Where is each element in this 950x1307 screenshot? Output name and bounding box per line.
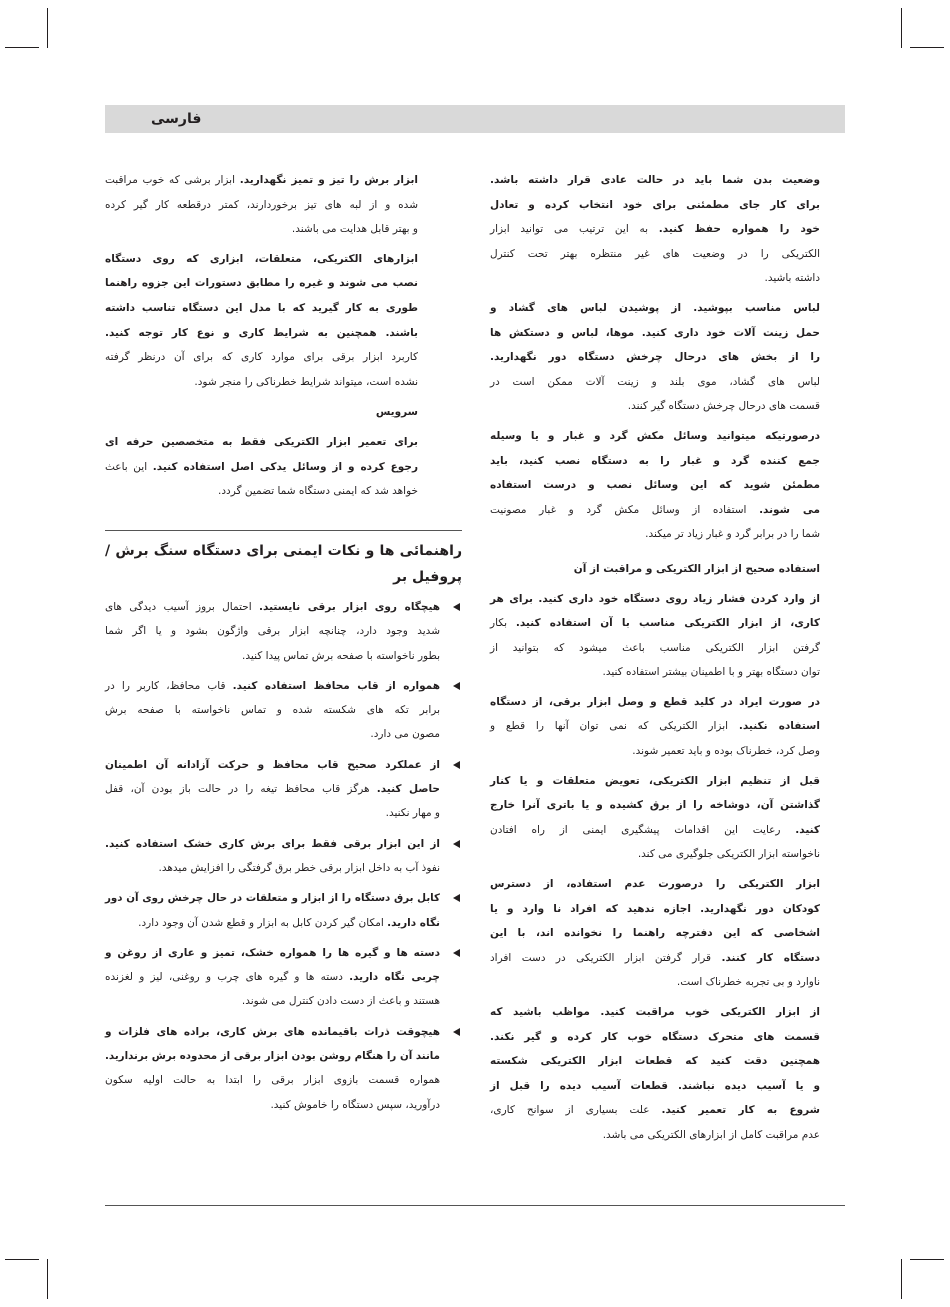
paragraph [105, 430, 418, 504]
text-line [490, 193, 820, 218]
text-line [105, 856, 440, 880]
text-line [105, 911, 440, 935]
bullet-item [105, 674, 462, 747]
text-line [105, 247, 418, 272]
text-line [490, 587, 820, 612]
crop-mark [910, 47, 944, 48]
bold-text: از ابزار الکتریکی خوب مراقبت کنید. مواظب باشید که [490, 1006, 820, 1018]
body-text: و بهتر قابل هدایت می باشند. [291, 223, 418, 236]
paragraph [105, 168, 418, 242]
bold-text: مانند آن را هنگام روشن بودن ابزار برقی از محدوده برش برندارید. [105, 1050, 440, 1063]
body-text: توان دستگاه بهتر و با اطمینان بیشتر استفاده کنید. [602, 666, 820, 679]
triangle-bullet-icon [453, 840, 460, 848]
bold-text: از عملکرد صحیح قاب محافظ و حرکت آزادانه آن اطمینان [105, 758, 440, 771]
paragraph [490, 587, 820, 685]
body-text: مصون می دارد. [370, 728, 440, 741]
text-line [105, 345, 418, 370]
bold-text: پروفیل بر [393, 569, 462, 585]
body-text: شدید وجود دارد، چنانچه ابزار برقی واژگون بشود و یا اگر شما [105, 625, 440, 638]
left-text-column [105, 168, 418, 504]
bullet-item [105, 595, 462, 668]
text-line [105, 168, 418, 193]
text-line [105, 321, 418, 346]
section-heading: سرویس [375, 406, 418, 419]
body-text: استفاده از وسائل مکش گرد و غبار مصونیت [490, 503, 747, 516]
bold-text: در صورت ایراد در کلید قطع و وصل ابزار برقی، از دستگاه [490, 695, 820, 708]
body-text: همواره قسمت بازوی ابزار برقی را ابتدا به حالت اولیه سکون [105, 1074, 440, 1087]
bullet-text [105, 886, 440, 935]
bold-text: مطمئن شوید که این وسائل نصب و درست استفاده [490, 479, 820, 492]
bold-text: چربی نگاه دارید. [349, 971, 440, 984]
triangle-bullet-icon [453, 949, 460, 957]
bold-text: از این ابزار برقی فقط برای برش کاری خشک استفاده کنید. [105, 837, 440, 850]
paragraph [490, 1000, 820, 1148]
bold-text: وضعیت بدن شما باید در حالت عادی قرار داشته باشد. [490, 174, 820, 186]
body-text: قاب محافظ، کاربر را در [105, 679, 226, 692]
bold-text: گذاشتن آن، دوشاخه را از برق کشیده و یا باتری آنرا خارج [490, 799, 820, 812]
bullet-item [105, 886, 462, 935]
language-label: فارسی [151, 111, 202, 127]
footer-rule [105, 1205, 845, 1206]
triangle-bullet-icon [453, 761, 460, 769]
text-line [490, 1025, 820, 1050]
bold-text: لباس مناسب بپوشید. از پوشیدن لباس های گشاد و [490, 301, 820, 314]
bullet-text [105, 595, 440, 668]
body-text: امکان گیر کردن کابل به ابزار و قطع شدن آن وجود دارد. [138, 916, 384, 929]
bold-text: کودکان دور نگهدارید. اجازه ندهید که افراد نا وارد و یا [490, 902, 820, 915]
bold-text: برای کار جای مطمئنی برای خود انتخاب کرده و تعادل [490, 198, 820, 211]
crop-mark [901, 8, 902, 48]
bold-text: حمل زینت آلات خود داری کنید. موها، لباس و دستکش ها [490, 326, 820, 339]
text-line [105, 564, 462, 590]
body-text: گرفتن ابزار الکتریکی مناسب باعث میشود که بتوانید از [490, 641, 820, 654]
text-line [105, 832, 440, 856]
text-line [490, 321, 820, 346]
bold-text: از وارد کردن فشار زیاد روی دستگاه خود داری کنید. برای هر [490, 592, 820, 605]
text-line [105, 722, 440, 746]
body-text: نشده است، میتواند شرایط خطرناکی را منجر شود. [194, 375, 418, 388]
body-text: درآورید، سپس دستگاه را خاموش کنید. [270, 1098, 440, 1111]
text-line [105, 1093, 440, 1117]
body-text: هرگز قاب محافظ تیغه را در حالت باز بودن آن، قفل [105, 783, 370, 796]
body-text: بکار [490, 617, 507, 630]
bold-text: و یا آسیب دیده نباشند. قطعات آسیب دیده را قبل از [490, 1079, 820, 1092]
paragraph [490, 424, 820, 547]
crop-mark [910, 1259, 944, 1260]
body-text: رعایت این اقدامات پیشگیری ایمنی از راه افتادن [490, 823, 781, 836]
body-text: ابزار الکتریکی که نمی توان آنها را قطع و [490, 720, 729, 733]
text-line [490, 842, 820, 867]
text-line [490, 636, 820, 661]
text-line [105, 698, 440, 722]
paragraph [490, 296, 820, 419]
body-text: بطور ناخواسته با صفحه برش تماس پیدا کنید. [242, 649, 440, 662]
bold-text: کابل برق دستگاه را از ابزار و متعلقات در حال چرخش روی آن دور [105, 892, 440, 905]
paragraph [490, 168, 820, 291]
text-line [490, 370, 820, 395]
bold-text: ابزارهای الکتریکی، متعلقات، ابزاری که روی دستگاه [105, 252, 418, 265]
body-text: این باعث [105, 460, 148, 473]
text-line [490, 168, 820, 193]
bold-text: باشند. همچنین به شرایط کاری و نوع کار توجه کنید. [105, 326, 418, 339]
text-line [105, 886, 440, 910]
paragraph [490, 872, 820, 995]
text-line [105, 801, 440, 825]
bullet-item [105, 941, 462, 1014]
text-line [490, 345, 820, 370]
text-line [105, 619, 440, 643]
body-text: الکتریکی را در وضعیت های غیر منتظره بهتر تحت کنترل [490, 247, 820, 260]
text-line [105, 271, 418, 296]
bullet-item [105, 753, 462, 826]
bold-text: راهنمائی ها و نکات ایمنی برای دستگاه سنگ برش / [105, 543, 462, 559]
bold-text: نگاه دارید. [387, 916, 440, 929]
bold-text: استفاده نکنید. [738, 720, 820, 733]
language-header-bar [105, 105, 845, 133]
text-line [105, 1044, 440, 1068]
body-text: نفوذ آب به داخل ابزار برقی خطر برق گرفتگی را افزایش میدهد. [158, 861, 440, 874]
right-text-column [490, 168, 820, 1148]
bold-text: هیچگاه روی ابزار برقی نایستید. [259, 601, 441, 613]
paragraph [490, 769, 820, 867]
text-line [105, 1020, 440, 1044]
text-line [490, 793, 820, 818]
text-line [105, 370, 418, 395]
body-text: کاربرد ابزار برقی برای موارد کاری که برای آن درنظر گرفته [105, 351, 418, 364]
body-text: شده و از لبه های تیز برخوردارند، کمتر درقطعه کار گیر کرده [105, 198, 418, 211]
body-text: لباس های گشاد، موی بلند و زینت آلات ممکن است در [490, 375, 820, 388]
body-text: و مهار نکنید. [385, 807, 440, 820]
text-line [490, 449, 820, 474]
bold-text: نصب می شوند و غیره را مطابق دستورات این جزوه راهنما [105, 277, 418, 290]
body-text: ناوارد و بی تجربه خطرناک است. [676, 976, 820, 989]
text-line [490, 266, 820, 291]
bold-text: رجوع کرده و از وسائل یدکی اصل استفاده کنید. [152, 460, 418, 473]
text-line [105, 965, 440, 989]
body-text: هستند و باعث از دست دادن کنترل می شوند. [241, 995, 440, 1008]
bold-text: خود را همواره حفظ کنید. [658, 223, 820, 236]
text-line [105, 753, 440, 777]
text-line [105, 296, 418, 321]
text-line [490, 714, 820, 739]
paragraph [105, 247, 418, 395]
body-text: قرار گرفتن ابزار الکتریکی در دست افراد [490, 951, 712, 964]
text-line [490, 242, 820, 267]
text-line [105, 1068, 440, 1092]
bold-text: قسمت های متحرک دستگاه خوب کار کرده و گیر نکند. [490, 1030, 820, 1043]
text-line [105, 538, 462, 564]
bold-text: می شوند. [759, 503, 820, 516]
crop-mark [901, 1259, 902, 1299]
bullet-text [105, 674, 440, 747]
text-line [105, 430, 418, 455]
bold-text: برای تعمیر ابزار الکتریکی فقط به متخصصین حرفه ای [105, 435, 418, 448]
triangle-bullet-icon [453, 894, 460, 902]
bold-text: هیچوقت ذرات باقیمانده های برش کاری، براده های فلزات و [105, 1025, 440, 1038]
bullet-text [105, 1020, 440, 1117]
bold-text: کنید. [795, 823, 820, 836]
paragraph [490, 690, 820, 764]
bold-text: جمع کننده گرد و غبار را به دستگاه نصب کنید، باید [490, 454, 820, 467]
bold-text: را از بخش های درحال چرخش دستگاه دور نگهدارید. [490, 351, 820, 364]
body-text: شما را در برابر گرد و غبار زیاد تر میکند. [645, 528, 820, 541]
text-line [490, 424, 820, 449]
text-line [490, 660, 820, 685]
text-line [490, 473, 820, 498]
text-line [490, 921, 820, 946]
bold-text: دسته ها و گیره ها را همواره خشک، تمیز و عاری از روغن و [105, 946, 440, 959]
text-line [105, 479, 418, 504]
text-line [490, 1000, 820, 1025]
safety-section-title [105, 538, 462, 590]
text-line [490, 769, 820, 794]
text-line [490, 1049, 820, 1074]
text-line [490, 611, 820, 636]
text-line [490, 1123, 820, 1148]
body-text: داشته باشید. [764, 272, 820, 285]
bullet-text [105, 753, 440, 826]
text-line [105, 595, 440, 619]
bold-text: شروع به کار تعمیر کنید. [661, 1104, 821, 1117]
text-line [105, 674, 440, 698]
crop-mark [47, 1259, 48, 1299]
body-text: احتمال بروز آسیب دیدگی های [105, 601, 252, 613]
bold-text: کاری، از ابزار الکتریکی مناسب با آن استفاده کنید. [515, 617, 820, 630]
text-line [490, 818, 820, 843]
crop-mark [5, 1259, 39, 1260]
crop-mark [47, 8, 48, 48]
bold-text: طوری به کار گیرید که با مدل این دستگاه تناسب داشته [105, 301, 418, 314]
body-text: برابر تکه های شکسته شده و تماس ناخواسته با صفحه برش [105, 704, 440, 717]
section-divider [105, 530, 462, 531]
bold-text: همواره از قاب محافظ استفاده کنید. [232, 679, 440, 692]
safety-bullet-list [105, 595, 462, 1117]
triangle-bullet-icon [453, 1028, 460, 1036]
text-line [105, 217, 418, 242]
text-line [105, 777, 440, 801]
text-line [490, 897, 820, 922]
text-line [105, 455, 418, 480]
bold-text: حاصل کنید. [376, 783, 440, 796]
text-line [490, 946, 820, 971]
body-text: وصل کرد، خطرناک بوده و باید تعمیر شوند. [632, 745, 820, 758]
text-line [105, 941, 440, 965]
bullet-text [105, 832, 440, 881]
bold-text: ابزار الکتریکی را درصورت عدم استفاده، از دسترس [490, 878, 820, 891]
bold-text: دستگاه کار کنند. [721, 951, 821, 964]
text-line [490, 522, 820, 547]
section-heading: استفاده صحیح از ابزار الکتریکی و مراقبت از آن [573, 562, 820, 575]
bold-text: قبل از تنظیم ابزار الکتریکی، تعویض متعلقات و یا کنار [490, 774, 820, 787]
text-line [490, 739, 820, 764]
text-line [490, 690, 820, 715]
body-text: به این ترتیب می توانید ابزار [490, 223, 649, 236]
bullet-text [105, 941, 440, 1014]
text-line [105, 644, 440, 668]
text-line [490, 1074, 820, 1099]
crop-mark [5, 47, 39, 48]
body-text: علت بسیاری از سوانح کاری، [490, 1104, 650, 1117]
text-line [105, 193, 418, 218]
text-line [490, 498, 820, 523]
text-line [490, 1098, 820, 1123]
text-line [490, 970, 820, 995]
text-line [490, 296, 820, 321]
text-line [105, 989, 440, 1013]
triangle-bullet-icon [453, 603, 460, 611]
bold-text: درصورتیکه میتوانید وسائل مکش گرد و غبار و یا وسیله [490, 429, 820, 442]
body-text: ناخواسته ابزار الکتریکی جلوگیری می کند. [637, 848, 820, 861]
text-line [490, 394, 820, 419]
bullet-item [105, 1020, 462, 1117]
text-line [490, 217, 820, 242]
bullet-item [105, 832, 462, 881]
body-text: ابزار برشی که خوب مراقبت [105, 174, 235, 186]
bold-text: اشخاصی که این دفترچه راهنما را نخوانده اند، با این [490, 927, 820, 940]
triangle-bullet-icon [453, 682, 460, 690]
bold-text: ابزار برش را تیز و تمیز نگهدارید. [239, 174, 418, 186]
body-text: عدم مراقبت کامل از ابزارهای الکتریکی می باشد. [602, 1128, 820, 1141]
text-line [490, 872, 820, 897]
body-text: خواهد شد که ایمنی دستگاه شما تضمین گردد. [218, 485, 418, 498]
body-text: قسمت های درحال چرخش دستگاه گیر کنند. [627, 400, 820, 413]
bold-text: همچنین دقت کنید که قطعات ابزار الکتریکی شکسته [490, 1055, 820, 1068]
body-text: دسته ها و گیره های چرب و روغنی، لیز و لغزنده [105, 971, 343, 984]
